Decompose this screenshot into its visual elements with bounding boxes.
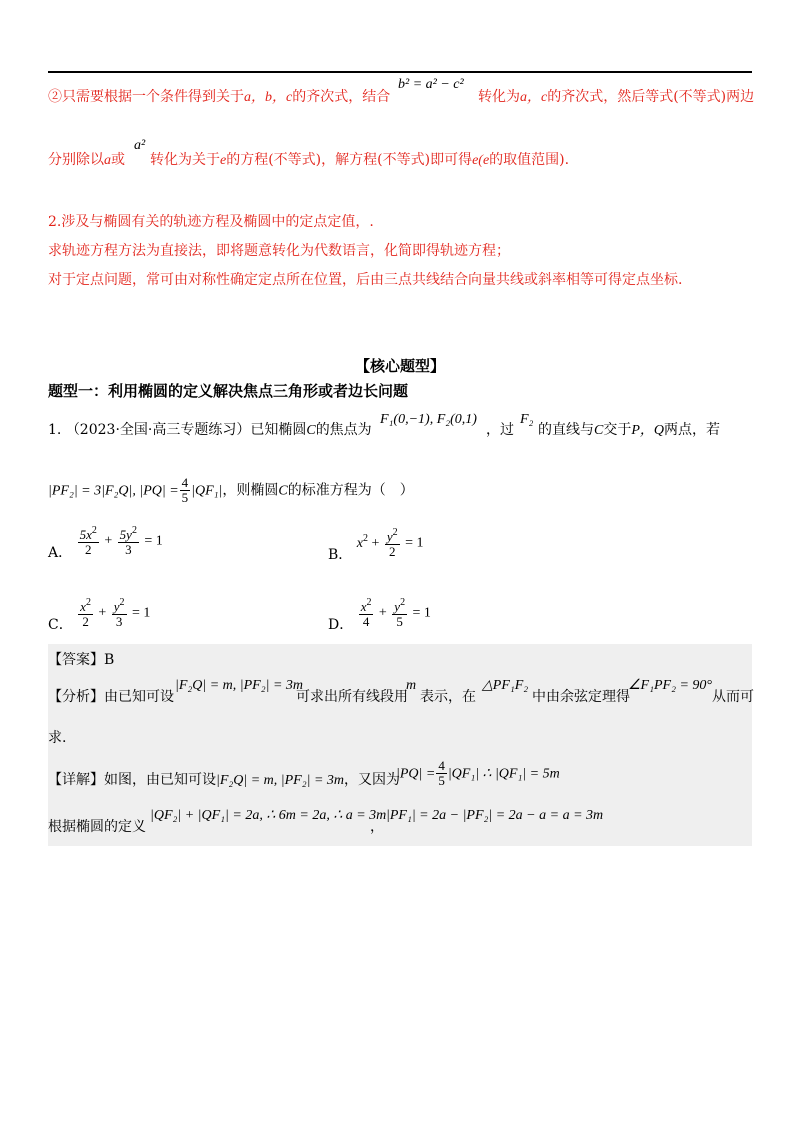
detail-formula-4: |PF₁| = 2a − |PF₂| = 2a − a = a = 3m [386,808,604,823]
analysis-line-1-c: 表示，在 [420,689,476,705]
option-c[interactable]: C． $\frac{x^2}{2}$ + $\frac{y^2}{3}$ = 1 [48,597,151,633]
answer-value: B [104,652,115,668]
detail-line-2-b: ， [370,819,384,835]
formula-a2: a² [134,138,146,153]
fraction-4-5: $\frac{4}{5}$ [181,475,189,505]
detail-formula-3: |QF₂| + |QF₁| = 2a, ∴ 6m = 2a, ∴ a = 3m [150,808,387,823]
intro-line-2: 分别除以a或 [48,152,125,168]
note-2: 2.涉及与椭圆有关的轨迹方程及椭圆中的定点定值，. [48,214,374,230]
note-4: 对于定点问题，常可由对称性确定定点所在位置，后由三点共线结合向量共线或斜率相等可得定点坐标. [48,272,683,288]
intro-line-1 [48,88,390,107]
question-source: （2023·全国·高三专题练习） [65,422,251,438]
analysis-triangle: △PF₁F₂ [482,678,529,693]
analysis-line-1-d: 中由余弦定理得 [532,689,630,705]
section-title: 【核心题型】 [354,357,445,375]
detail-formula-2: |PQ| = $\frac{4}{5}$ |QF₁| ∴ |QF₁| = 5m [396,758,560,788]
header-rule [48,71,752,73]
question-F2: F₂ [520,412,534,427]
detail-line-1: 【详解】如图，由已知可设|F₂Q| = m, |PF₂| = 3m，又因为 [48,772,401,788]
question-line-1-end: 的直线与C交于P，Q两点，若 [538,422,721,438]
type-title: 题型一：利用椭圆的定义解决焦点三角形或者边长问题 [48,382,409,400]
detail-line-2: 根据椭圆的定义 [48,819,146,835]
answer-label: 【答案】 [48,652,104,668]
option-a[interactable]: A． $\frac{5x^2}{2}$ + $\frac{5y^2}{3}$ = 1 [48,525,163,561]
foci-formula: F₁(0,−1), F₂(0,1) [380,412,477,427]
analysis-formula-1: |F₂Q| = m, |PF₂| = 3m [175,678,304,693]
question-line-1: 1. （2023·全国·高三专题练习）已知椭圆C的焦点为 [48,422,372,438]
analysis-line-2: 求. [48,730,67,746]
analysis-angle: ∠F₁PF₂ = 90° [628,678,712,693]
intro-text: 的齐次式，结合 [292,89,391,105]
analysis-line-1-b: 可求出所有线段用 [296,689,408,705]
intro-vars: a，b，c [244,90,293,105]
intro-line-2-cont: 转化为关于e的方程(不等式)，解方程(不等式)即可得e(e的取值范围). [150,152,570,168]
intro-text: ②只需要根据一个条件得到关于 [48,89,244,105]
question-line-1-cont: ，过 [486,422,514,438]
analysis-line-1-e: 从而可 [712,689,754,705]
option-d[interactable]: D． $\frac{x^2}{4}$ + $\frac{y^2}{5}$ = 1 [328,597,431,633]
question-line-2: |PF₂| = 3|F₂Q|, |PQ| = $\frac{4}{5}$ |QF₁|，则椭圆C的标准方程为（ ） [48,475,414,505]
answer-line [48,651,114,669]
note-3: 求轨迹方程方法为直接法，即将题意转化为代数语言，化简即得轨迹方程； [48,243,510,259]
formula-b2: b² = a² − c² [398,77,464,92]
analysis-m: m [406,678,417,693]
option-b[interactable]: B． $x^2$ + $\frac{y^2}{2}$ = 1 [328,527,424,563]
analysis-line-1: 【分析】由已知可设 [48,689,174,705]
intro-line-1-cont: 转化为a，c的齐次式，然后等式(不等式)两边 [478,89,755,105]
